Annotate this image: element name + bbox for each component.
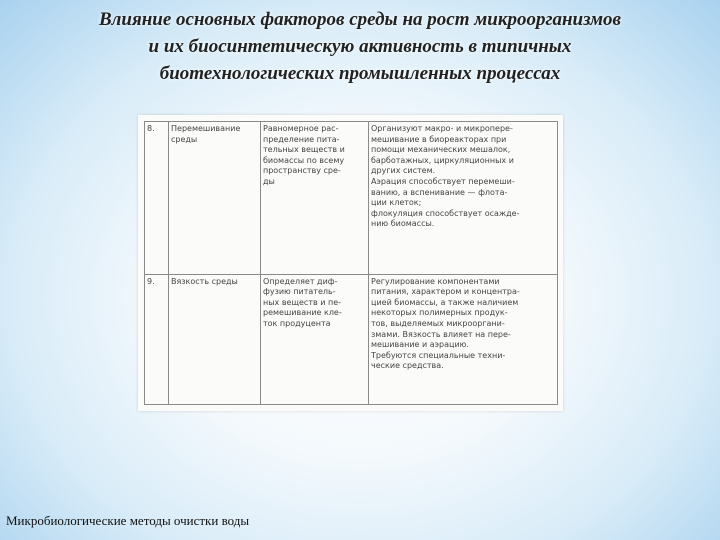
- method-cell: [369, 122, 558, 275]
- effect-cell: [261, 122, 369, 275]
- cell-text-line: Аэрация способствует перемеши-: [371, 176, 515, 186]
- title-line-3: биотехнологических промышленных процессах: [159, 63, 561, 84]
- row-number-cell: 8.: [145, 122, 169, 275]
- title-line-1: Влияние основных факторов среды на рост микроорганизмов: [98, 9, 622, 30]
- cell-text-line: барботажных, циркуляционных и: [371, 155, 514, 165]
- cell-text-line: других систем.: [371, 166, 436, 176]
- cell-text-line: ции клеток;: [371, 198, 422, 208]
- cell-text-line: фузию питатель-: [263, 287, 336, 297]
- scanned-table-image: [138, 115, 563, 411]
- cell-text-line: Равномерное рас-: [263, 124, 339, 133]
- factor-cell: [169, 274, 261, 404]
- row-number-cell: 9.: [145, 274, 169, 404]
- cell-text-line: Определяет диф-: [263, 276, 338, 286]
- cell-text-line: среды: [171, 134, 198, 144]
- cell-text-line: пределение пита-: [263, 134, 340, 144]
- cell-text-line: ных веществ и пе-: [263, 297, 342, 307]
- title-line-2: и их биосинтетическую активность в типичных: [148, 36, 572, 57]
- cell-text-line: флокуляция способствует осажде-: [371, 208, 520, 218]
- cell-text-line: помощи механических мешалок,: [371, 145, 511, 155]
- factors-table: [144, 121, 558, 405]
- cell-text-line: Вязкость среды: [171, 276, 238, 286]
- cell-text-line: питания, характером и концентра-: [371, 287, 520, 297]
- cell-text-line: мешивание и аэрацию.: [371, 340, 469, 350]
- cell-text-line: Регулирование компонентами: [371, 276, 500, 286]
- cell-text-line: Требуются специальные техни-: [371, 350, 506, 360]
- slide-title: [20, 6, 700, 87]
- cell-text-line: тов, выделяемых микрооргани-: [371, 318, 505, 328]
- method-cell: [369, 274, 558, 404]
- cell-text-line: Организуют макро- и микропере-: [371, 124, 513, 133]
- cell-text-line: цией биомассы, а также наличием: [371, 297, 519, 307]
- cell-text-line: мешивание в биореакторах при: [371, 134, 507, 144]
- cell-text-line: ремешивание кле-: [263, 308, 342, 318]
- cell-text-line: ток продуцента: [263, 318, 331, 328]
- cell-text-line: пространству сре-: [263, 166, 341, 176]
- cell-text-line: биомассы по всему: [263, 155, 345, 165]
- table-row: [145, 274, 558, 404]
- effect-cell: [261, 274, 369, 404]
- cell-text-line: тельных веществ и: [263, 145, 345, 155]
- cell-text-line: ческие средства.: [371, 361, 444, 371]
- cell-text-line: змами. Вязкость влияет на пере-: [371, 329, 511, 339]
- cell-text-line: Перемешивание: [171, 124, 241, 133]
- cell-text-line: некоторых полимерных продук-: [371, 308, 508, 318]
- footer-caption: Микробиологические методы очистки воды: [6, 513, 250, 528]
- factor-cell: [169, 122, 261, 275]
- cell-text-line: ванию, а вспенивание — флота-: [371, 187, 508, 197]
- cell-text-line: ды: [263, 176, 275, 186]
- cell-text-line: нию биомассы.: [371, 219, 435, 229]
- table-row: [145, 122, 558, 275]
